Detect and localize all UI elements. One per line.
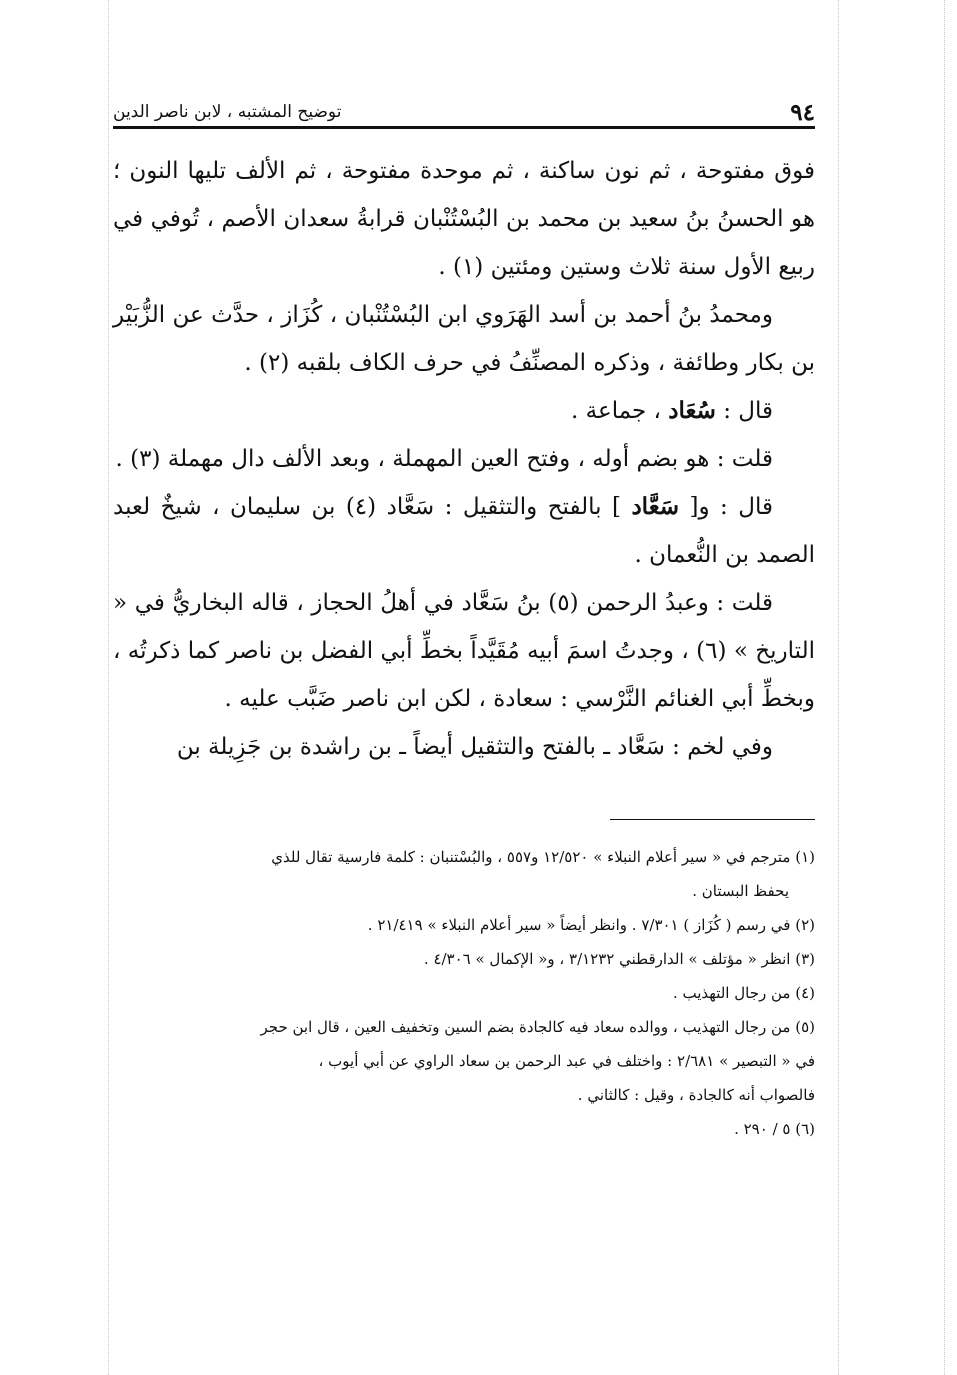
footnote: (٣) انظر « مؤتلف » الدارقطني ٣/١٢٣٢ ، و« الإكمال » ٤/٣٠٦ . (423, 950, 815, 968)
footnote-separator (610, 819, 815, 820)
footnote-continuation: في « التبصير » ٢/٦٨١ : واختلف في عبد الرحمن بن سعاد الراوي عن أبي أيوب ، (318, 1052, 815, 1070)
paragraph: فوق مفتوحة ، ثم نون ساكنة ، ثم موحدة مفتوحة ، ثم الألف تليها النون ؛ هو الحسنُ بنُ سعيد بن محمد بن البُسْتُنْبان قرابةُ سعدان الأصم ، تُوفي في ربيع الأول سنة ثلاث وستين ومئتين (١) . (113, 158, 815, 280)
text-span: ، جماعة . (571, 398, 669, 424)
paragraph: وفي لخم : سَعَّاد ـ بالفتح والتثقيل أيضاً ـ بن راشدة بن جَزِيلة بن (176, 734, 773, 760)
running-title: توضيح المشتبه ، لابن ناصر الدين (113, 102, 342, 122)
footnote-continuation: يحفظ البستان . (692, 882, 789, 900)
paragraph: قلت : وعبدُ الرحمن (٥) بنُ سَعَّاد في أهلُ الحجاز ، قاله البخاريُّ في « التاريخ » (٦) ، وجدتُ اسمَ أبيه مُقَيَّداً بخطِّ أبي الفضل بن ناصر كما ذكرتُه ، وبخطِّ أبي الغنائم النَّرْسي : سعادة ، لكن ابن ناصر ضَبَّب عليه . (113, 590, 816, 712)
entry-term: سُعَاد (668, 397, 716, 424)
footnotes (113, 840, 815, 1146)
entry-term: سَعَّاد (631, 493, 680, 520)
paragraph (113, 483, 815, 579)
page-number: ٩٤ (790, 99, 815, 126)
footnote: (٥) من رجال التهذيب ، ووالده سعاد فيه كالجادة بضم السين وتخفيف العين ، قال ابن حجر (260, 1018, 815, 1036)
paragraph: ومحمدُ بنُ أحمد بن أسد الهَرَوي ابن البُسْتُنْبان ، كُزَاز ، حدَّث عن الزُّبَيْر بن بكار وطائفة ، وذكره المصنِّفُ في حرف الكاف بلقبه (٢) . (113, 302, 815, 376)
footnote-continuation: فالصواب أنه كالجادة ، وقيل : كالثاني . (577, 1086, 815, 1104)
scan-guide-line (108, 0, 109, 1375)
footnote: (٢) في رسم ( كُزَاز ) ٧/٣٠١ . وانظر أيضاً « سير أعلام النبلاء » ٢١/٤١٩ . (367, 916, 815, 934)
paragraph: قلت : هو بضم أوله ، وفتح العين المهملة ، وبعد الألف دال مهملة (٣) . (115, 446, 773, 472)
main-text (113, 147, 815, 771)
page-header (113, 80, 815, 129)
footnote: (٤) من رجال التهذيب . (672, 984, 815, 1002)
scan-guide-line (838, 0, 839, 1375)
footnote: (٦) ٥ / ٢٩٠ . (734, 1120, 815, 1138)
paragraph (113, 387, 815, 435)
text-span: قال : و[ (679, 494, 773, 520)
scan-guide-line (944, 0, 945, 1375)
text-span: ] بالفتح والتثقيل : سَعَّاد (٤) بن سليمان ، شيخٌ لعبد الصمد بن النُّعمان . (113, 494, 815, 568)
text-span: قال : (715, 398, 773, 424)
footnote: (١) مترجم في « سير أعلام النبلاء » ١٢/٥٢٠ و٥٥٧ ، والبُسْتنبان : كلمة فارسية تقال للذي (271, 848, 815, 866)
book-page (113, 80, 815, 1146)
